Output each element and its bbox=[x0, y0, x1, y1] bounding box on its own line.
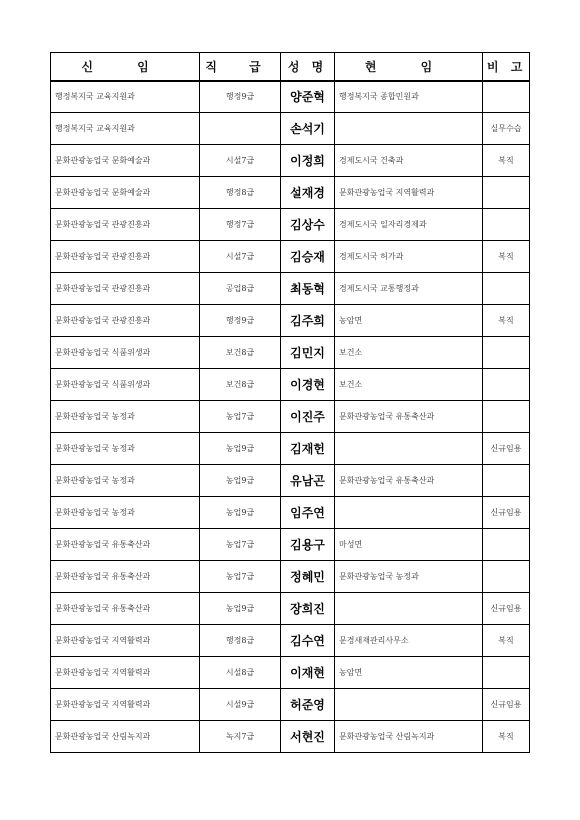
cell-new-post: 문화관광농업국 유통축산과 bbox=[51, 593, 200, 625]
table-row bbox=[51, 113, 530, 145]
cell-new-post: 문화관광농업국 산림녹지과 bbox=[51, 721, 200, 753]
table-row bbox=[51, 529, 530, 561]
cell-current-post: 보건소 bbox=[335, 337, 483, 369]
cell-new-post: 문화관광농업국 농정과 bbox=[51, 401, 200, 433]
cell-note bbox=[483, 561, 530, 593]
cell-name: 이진주 bbox=[281, 401, 335, 433]
cell-current-post bbox=[335, 433, 483, 465]
table-row bbox=[51, 433, 530, 465]
cell-new-post: 문화관광농업국 농정과 bbox=[51, 433, 200, 465]
cell-name: 김승재 bbox=[281, 241, 335, 273]
cell-grade: 농업7급 bbox=[200, 561, 281, 593]
cell-new-post: 문화관광농업국 관광진흥과 bbox=[51, 209, 200, 241]
cell-note bbox=[483, 177, 530, 209]
cell-new-post: 문화관광농업국 관광진흥과 bbox=[51, 241, 200, 273]
cell-new-post: 문화관광농업국 식품위생과 bbox=[51, 369, 200, 401]
cell-new-post: 문화관광농업국 문화예술과 bbox=[51, 177, 200, 209]
cell-note: 신규임용 bbox=[483, 433, 530, 465]
table-row bbox=[51, 145, 530, 177]
cell-note: 신규임용 bbox=[483, 497, 530, 529]
cell-grade bbox=[200, 113, 281, 145]
cell-grade: 농업7급 bbox=[200, 529, 281, 561]
cell-note bbox=[483, 369, 530, 401]
table-row bbox=[51, 721, 530, 753]
table-row bbox=[51, 561, 530, 593]
cell-current-post: 경제도시국 허가과 bbox=[335, 241, 483, 273]
cell-current-post: 농암면 bbox=[335, 305, 483, 337]
cell-name: 김재헌 bbox=[281, 433, 335, 465]
cell-grade: 행정8급 bbox=[200, 177, 281, 209]
cell-name: 김주희 bbox=[281, 305, 335, 337]
table-row bbox=[51, 369, 530, 401]
cell-new-post: 문화관광농업국 지역활력과 bbox=[51, 689, 200, 721]
cell-name: 양준혁 bbox=[281, 81, 335, 113]
header-current-post: 현 임 bbox=[335, 53, 483, 81]
table-row bbox=[51, 177, 530, 209]
cell-note bbox=[483, 401, 530, 433]
header-note: 비 고 bbox=[483, 53, 530, 81]
cell-name: 허준영 bbox=[281, 689, 335, 721]
cell-note: 복직 bbox=[483, 721, 530, 753]
cell-new-post: 문화관광농업국 유통축산과 bbox=[51, 561, 200, 593]
cell-note: 복직 bbox=[483, 305, 530, 337]
table-row bbox=[51, 465, 530, 497]
table-row bbox=[51, 657, 530, 689]
cell-grade: 시설8급 bbox=[200, 657, 281, 689]
table-row bbox=[51, 497, 530, 529]
cell-name: 이경현 bbox=[281, 369, 335, 401]
cell-current-post bbox=[335, 113, 483, 145]
cell-new-post: 문화관광농업국 관광진흥과 bbox=[51, 273, 200, 305]
cell-new-post: 행정복지국 교육지원과 bbox=[51, 81, 200, 113]
table-row bbox=[51, 401, 530, 433]
cell-name: 김용구 bbox=[281, 529, 335, 561]
cell-name: 이재현 bbox=[281, 657, 335, 689]
cell-note bbox=[483, 273, 530, 305]
cell-current-post: 문화관광농업국 산림녹지과 bbox=[335, 721, 483, 753]
cell-note bbox=[483, 529, 530, 561]
cell-name: 유남곤 bbox=[281, 465, 335, 497]
cell-note bbox=[483, 337, 530, 369]
cell-new-post: 문화관광농업국 지역활력과 bbox=[51, 657, 200, 689]
cell-grade: 녹지7급 bbox=[200, 721, 281, 753]
cell-grade: 보건8급 bbox=[200, 369, 281, 401]
table-row bbox=[51, 241, 530, 273]
cell-note: 복직 bbox=[483, 241, 530, 273]
cell-current-post: 문화관광농업국 농정과 bbox=[335, 561, 483, 593]
table-row bbox=[51, 593, 530, 625]
cell-current-post: 문화관광농업국 유통축산과 bbox=[335, 465, 483, 497]
cell-name: 김수연 bbox=[281, 625, 335, 657]
cell-name: 김민지 bbox=[281, 337, 335, 369]
cell-name: 이정희 bbox=[281, 145, 335, 177]
cell-current-post: 문화관광농업국 지역활력과 bbox=[335, 177, 483, 209]
cell-grade: 시설9급 bbox=[200, 689, 281, 721]
table-row bbox=[51, 625, 530, 657]
cell-new-post: 문화관광농업국 농정과 bbox=[51, 497, 200, 529]
cell-grade: 농업9급 bbox=[200, 433, 281, 465]
table-row bbox=[51, 81, 530, 113]
table-row bbox=[51, 337, 530, 369]
cell-name: 서현진 bbox=[281, 721, 335, 753]
cell-grade: 행정7급 bbox=[200, 209, 281, 241]
cell-current-post: 경제도시국 건축과 bbox=[335, 145, 483, 177]
cell-current-post: 마성면 bbox=[335, 529, 483, 561]
cell-note bbox=[483, 81, 530, 113]
table-header-row bbox=[51, 53, 530, 81]
cell-note: 신규임용 bbox=[483, 689, 530, 721]
table-row bbox=[51, 209, 530, 241]
cell-new-post: 행정복지국 교육지원과 bbox=[51, 113, 200, 145]
cell-grade: 농업9급 bbox=[200, 593, 281, 625]
cell-note: 실무수습 bbox=[483, 113, 530, 145]
table-body bbox=[51, 81, 530, 753]
header-grade: 직 급 bbox=[200, 53, 281, 81]
cell-name: 설재경 bbox=[281, 177, 335, 209]
cell-new-post: 문화관광농업국 문화예술과 bbox=[51, 145, 200, 177]
cell-new-post: 문화관광농업국 식품위생과 bbox=[51, 337, 200, 369]
cell-current-post: 보건소 bbox=[335, 369, 483, 401]
cell-note: 복직 bbox=[483, 625, 530, 657]
cell-grade: 농업9급 bbox=[200, 465, 281, 497]
cell-current-post bbox=[335, 689, 483, 721]
cell-name: 임주연 bbox=[281, 497, 335, 529]
personnel-document bbox=[50, 52, 529, 753]
table-row bbox=[51, 305, 530, 337]
cell-name: 최동혁 bbox=[281, 273, 335, 305]
header-name: 성 명 bbox=[281, 53, 335, 81]
cell-current-post: 문화관광농업국 유통축산과 bbox=[335, 401, 483, 433]
table-row bbox=[51, 273, 530, 305]
cell-current-post: 농암면 bbox=[335, 657, 483, 689]
cell-name: 손석기 bbox=[281, 113, 335, 145]
table-row bbox=[51, 689, 530, 721]
cell-new-post: 문화관광농업국 농정과 bbox=[51, 465, 200, 497]
header-new-post: 신 임 bbox=[51, 53, 200, 81]
cell-note bbox=[483, 465, 530, 497]
cell-grade: 시설7급 bbox=[200, 145, 281, 177]
cell-grade: 농업7급 bbox=[200, 401, 281, 433]
cell-grade: 행정8급 bbox=[200, 625, 281, 657]
cell-new-post: 문화관광농업국 관광진흥과 bbox=[51, 305, 200, 337]
cell-name: 장희진 bbox=[281, 593, 335, 625]
cell-name: 정혜민 bbox=[281, 561, 335, 593]
cell-grade: 시설7급 bbox=[200, 241, 281, 273]
cell-current-post bbox=[335, 497, 483, 529]
personnel-table bbox=[50, 52, 530, 753]
cell-current-post: 경제도시국 교통행정과 bbox=[335, 273, 483, 305]
cell-current-post: 문경새재관리사무소 bbox=[335, 625, 483, 657]
cell-note bbox=[483, 209, 530, 241]
cell-note bbox=[483, 657, 530, 689]
cell-current-post: 경제도시국 일자리경제과 bbox=[335, 209, 483, 241]
cell-grade: 행정9급 bbox=[200, 81, 281, 113]
cell-note: 신규임용 bbox=[483, 593, 530, 625]
cell-grade: 행정9급 bbox=[200, 305, 281, 337]
cell-name: 김상수 bbox=[281, 209, 335, 241]
cell-note: 복직 bbox=[483, 145, 530, 177]
cell-grade: 농업9급 bbox=[200, 497, 281, 529]
cell-grade: 공업8급 bbox=[200, 273, 281, 305]
cell-current-post: 행정복지국 종합민원과 bbox=[335, 81, 483, 113]
cell-current-post bbox=[335, 593, 483, 625]
cell-new-post: 문화관광농업국 유통축산과 bbox=[51, 529, 200, 561]
cell-new-post: 문화관광농업국 지역활력과 bbox=[51, 625, 200, 657]
cell-grade: 보건8급 bbox=[200, 337, 281, 369]
